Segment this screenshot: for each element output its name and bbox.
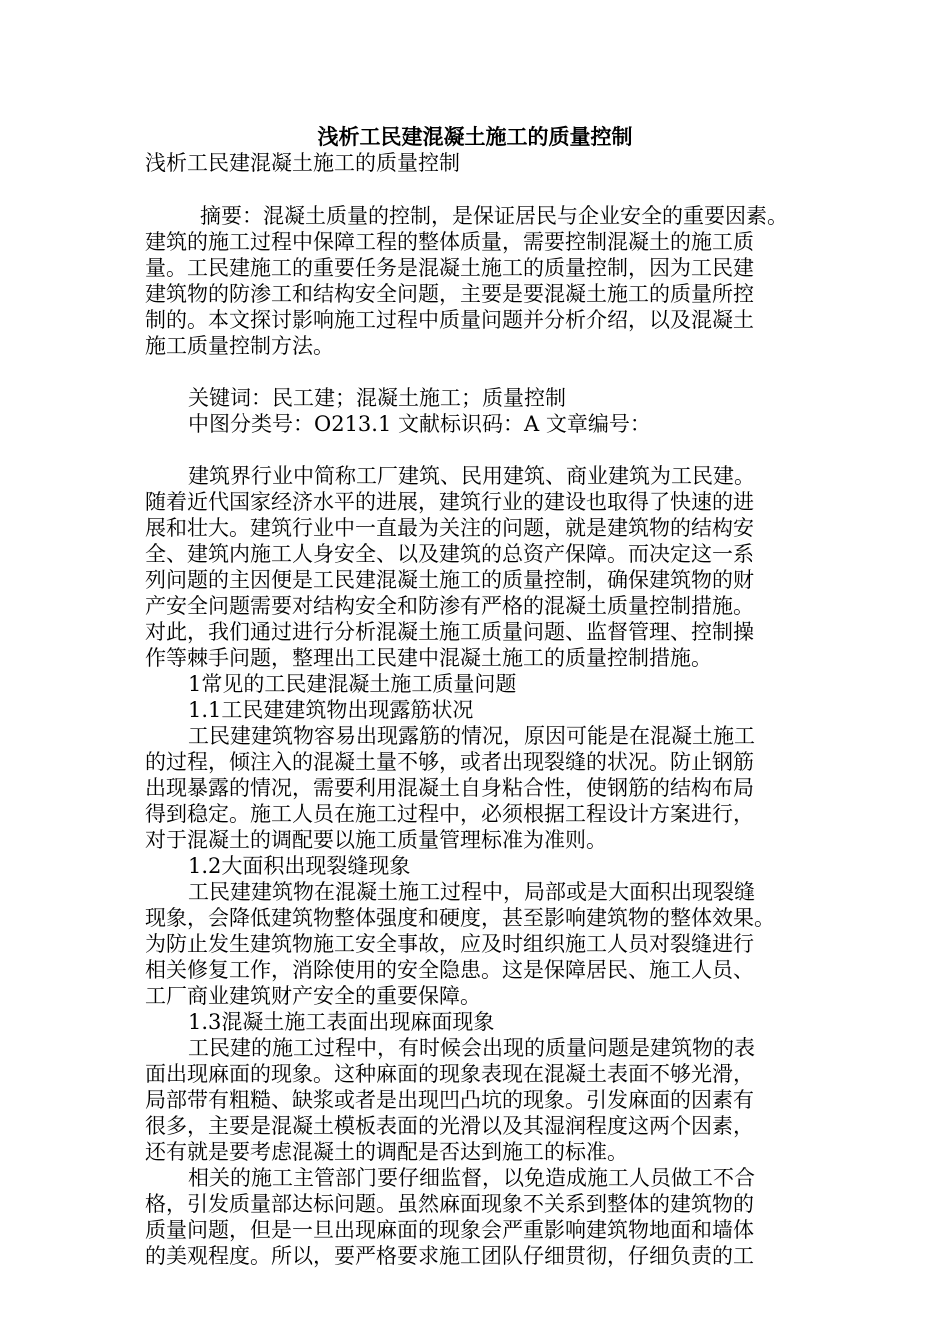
- body-line: 很多，主要是混凝土模板表面的光滑以及其湿润程度这两个因素，: [145, 1114, 754, 1138]
- body-line: 随着近代国家经济水平的进展，建筑行业的建设也取得了快速的进: [145, 490, 754, 514]
- subtitle-line: 浅析工民建混凝土施工的质量控制: [145, 151, 460, 175]
- body-line: 作等棘手问题，整理出工民建中混凝土施工的质量控制措施。: [145, 646, 712, 670]
- body-line: 格，引发质量部达标问题。虽然麻面现象不关系到整体的建筑物的: [145, 1192, 754, 1216]
- body-line: 得到稳定。施工人员在施工过程中，必须根据工程设计方案进行，: [145, 802, 754, 826]
- subsection-heading: 1.2大面积出现裂缝现象: [188, 854, 411, 878]
- section-heading: 1常见的工民建混凝土施工质量问题: [188, 672, 517, 696]
- body-line: 相关的施工主管部门要仔细监督，以免造成施工人员做工不合: [188, 1166, 755, 1190]
- body-line: 局部带有粗糙、缺浆或者是出现凹凸坑的现象。引发麻面的因素有: [145, 1088, 754, 1112]
- body-line: 产安全问题需要对结构安全和防渗有严格的混凝土质量控制措施。: [145, 594, 754, 618]
- body-line: 的过程，倾注入的混凝土量不够，或者出现裂缝的状况。防止钢筋: [145, 750, 754, 774]
- body-line: 工民建建筑物容易出现露筋的情况，原因可能是在混凝土施工: [188, 724, 755, 748]
- body-line: 全、建筑内施工人身安全、以及建筑的总资产保障。而决定这一系: [145, 542, 754, 566]
- abstract-line: 量。工民建施工的重要任务是混凝土施工的质量控制，因为工民建: [145, 256, 754, 280]
- body-line: 面出现麻面的现象。这种麻面的现象表现在混凝土表面不够光滑，: [145, 1062, 754, 1086]
- abstract-line: 建筑物的防渗工和结构安全问题，主要是要混凝土施工的质量所控: [145, 282, 754, 306]
- body-line: 列问题的主因便是工民建混凝土施工的质量控制，确保建筑物的财: [145, 568, 754, 592]
- body-line: 工民建建筑物在混凝土施工过程中，局部或是大面积出现裂缝: [188, 880, 755, 904]
- body-line: 建筑界行业中简称工厂建筑、民用建筑、商业建筑为工民建。: [188, 464, 755, 488]
- subsection-heading: 1.3混凝土施工表面出现麻面现象: [188, 1010, 495, 1034]
- body-line: 还有就是要考虑混凝土的调配是否达到施工的标准。: [145, 1140, 628, 1164]
- body-line: 工厂商业建筑财产安全的重要保障。: [145, 984, 481, 1008]
- abstract-line: 建筑的施工过程中保障工程的整体质量，需要控制混凝土的施工质: [145, 230, 754, 254]
- body-line: 对此，我们通过进行分析混凝土施工质量问题、监督管理、控制操: [145, 620, 754, 644]
- body-line: 相关修复工作，消除使用的安全隐患。这是保障居民、施工人员、: [145, 958, 754, 982]
- body-line: 对于混凝土的调配要以施工质量管理标准为准则。: [145, 828, 607, 852]
- body-line: 出现暴露的情况，需要利用混凝土自身粘合性，使钢筋的结构布局: [145, 776, 754, 800]
- body-line: 展和壮大。建筑行业中一直最为关注的问题，就是建筑物的结构安: [145, 516, 754, 540]
- body-line: 质量问题，但是一旦出现麻面的现象会严重影响建筑物地面和墙体: [145, 1218, 754, 1242]
- body-line: 现象，会降低建筑物整体强度和硬度，甚至影响建筑物的整体效果。: [145, 906, 775, 930]
- body-line: 的美观程度。所以，要严格要求施工团队仔细贯彻，仔细负责的工: [145, 1244, 754, 1268]
- body-line: 为防止发生建筑物施工安全事故，应及时组织施工人员对裂缝进行: [145, 932, 754, 956]
- abstract-line: 摘要：混凝土质量的控制，是保证居民与企业安全的重要因素。: [200, 204, 788, 228]
- document-title: 浅析工民建混凝土施工的质量控制: [317, 125, 633, 149]
- abstract-line: 施工质量控制方法。: [145, 334, 334, 358]
- keywords-line: 关键词：民工建；混凝土施工；质量控制: [188, 386, 566, 410]
- subsection-heading: 1.1工民建建筑物出现露筋状况: [188, 698, 474, 722]
- abstract-line: 制的。本文探讨影响施工过程中质量问题并分析介绍，以及混凝土: [145, 308, 754, 332]
- body-line: 工民建的施工过程中，有时候会出现的质量问题是建筑物的表: [188, 1036, 755, 1060]
- classification-line: 中图分类号：O213.1 文献标识码：A 文章编号：: [188, 412, 651, 436]
